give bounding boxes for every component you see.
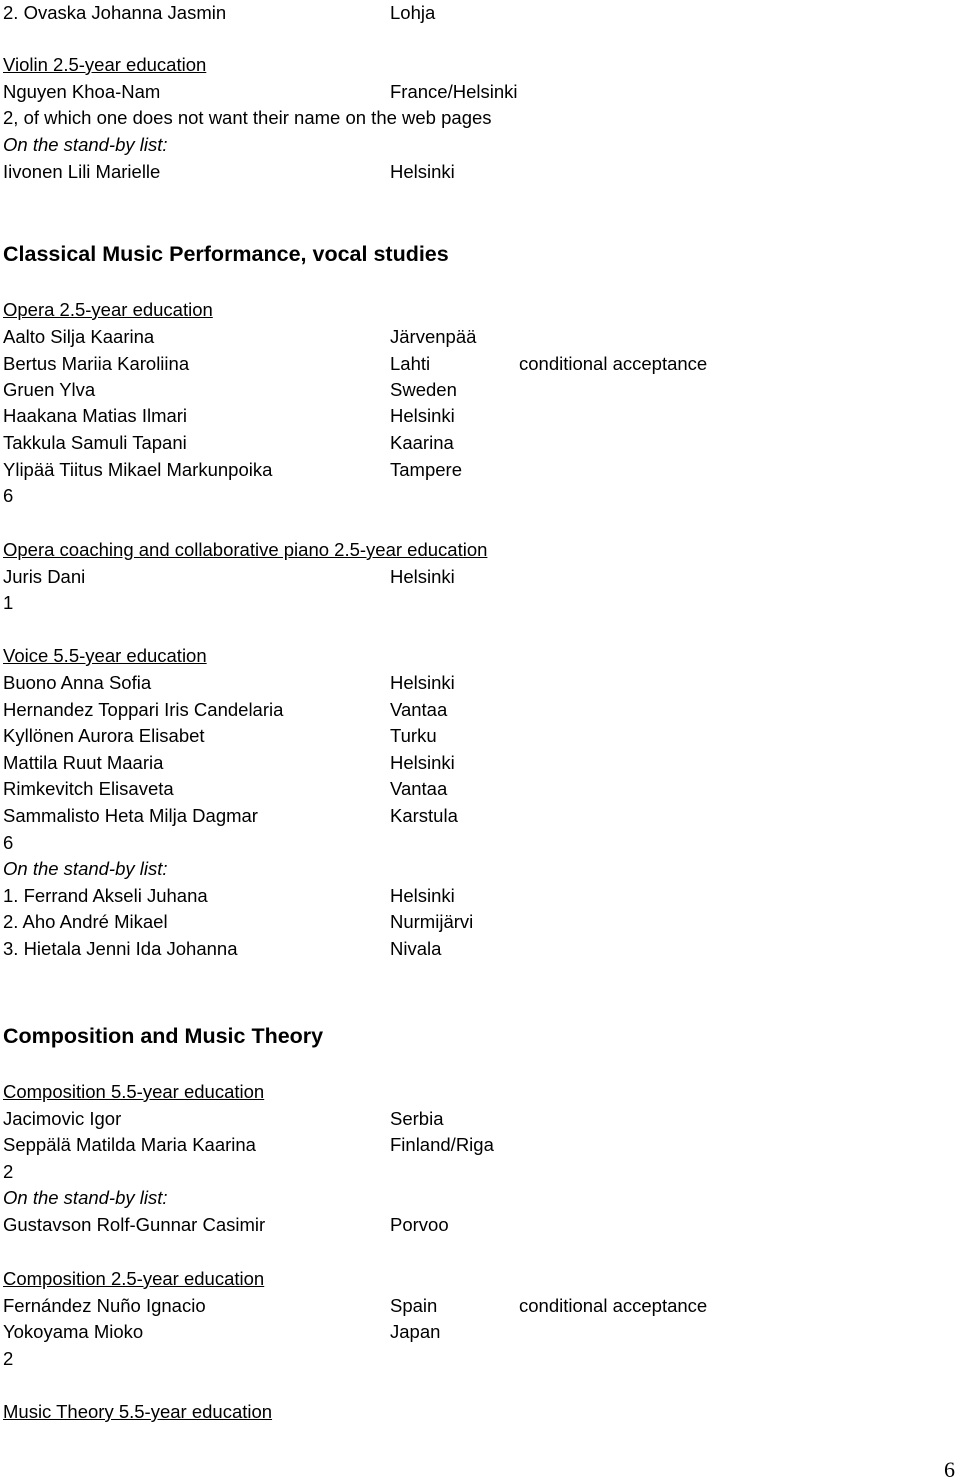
program-heading: Opera 2.5-year education [3, 299, 213, 320]
standby-label: On the stand-by list: [3, 1187, 168, 1208]
count-note: 1 [3, 592, 14, 613]
count-note: 2 [3, 1161, 14, 1182]
student-name: Gustavson Rolf-Gunnar Casimir [3, 1214, 266, 1235]
count-note: 2, of which one does not want their name on the web pages [3, 107, 492, 128]
student-hometown: Karstula [390, 805, 458, 826]
student-name: Seppälä Matilda Maria Kaarina [3, 1134, 256, 1155]
student-hometown: Tampere [390, 459, 462, 480]
count-note: 2 [3, 1348, 14, 1369]
student-hometown: Lohja [390, 2, 436, 23]
page-number: 6 [944, 1457, 955, 1482]
student-name: Nguyen Khoa-Nam [3, 81, 161, 102]
section-heading: Classical Music Performance, vocal studies [3, 242, 449, 266]
student-hometown: Vantaa [390, 699, 448, 720]
admission-note: conditional acceptance [519, 353, 708, 374]
student-name: Mattila Ruut Maaria [3, 752, 164, 773]
student-name: 2. Ovaska Johanna Jasmin [3, 2, 227, 23]
student-hometown: Järvenpää [390, 326, 477, 347]
student-name: 2. Aho André Mikael [3, 911, 168, 932]
student-name: Aalto Silja Kaarina [3, 326, 155, 347]
student-name: Takkula Samuli Tapani [3, 432, 187, 453]
program-heading: Voice 5.5-year education [3, 645, 207, 666]
admission-note: conditional acceptance [519, 1295, 708, 1316]
student-name: Ylipää Tiitus Mikael Markunpoika [3, 459, 273, 480]
student-name: Sammalisto Heta Milja Dagmar [3, 805, 258, 826]
student-hometown: Helsinki [390, 672, 455, 693]
student-hometown: Nivala [390, 938, 442, 959]
student-name: Yokoyama Mioko [3, 1321, 144, 1342]
student-name: Kyllönen Aurora Elisabet [3, 725, 205, 746]
student-name: Iivonen Lili Marielle [3, 161, 161, 182]
student-hometown: Helsinki [390, 161, 455, 182]
student-hometown: Spain [390, 1295, 438, 1316]
student-hometown: Finland/Riga [390, 1134, 494, 1155]
student-hometown: Japan [390, 1321, 441, 1342]
student-name: 3. Hietala Jenni Ida Johanna [3, 938, 238, 959]
count-note: 6 [3, 832, 14, 853]
student-name: Fernández Nuño Ignacio [3, 1295, 206, 1316]
student-name: Buono Anna Sofia [3, 672, 152, 693]
program-heading: Opera coaching and collaborative piano 2.5-year education [3, 539, 488, 560]
standby-label: On the stand-by list: [3, 858, 168, 879]
student-name: Hernandez Toppari Iris Candelaria [3, 699, 284, 720]
student-hometown: Helsinki [390, 885, 455, 906]
student-name: Gruen Ylva [3, 379, 96, 400]
student-name: 1. Ferrand Akseli Juhana [3, 885, 208, 906]
section-heading: Composition and Music Theory [3, 1024, 324, 1048]
standby-label: On the stand-by list: [3, 134, 168, 155]
student-hometown: Sweden [390, 379, 457, 400]
student-name: Jacimovic Igor [3, 1108, 122, 1129]
student-name: Juris Dani [3, 566, 86, 587]
student-hometown: Helsinki [390, 752, 455, 773]
student-name: Rimkevitch Elisaveta [3, 778, 174, 799]
student-hometown: Turku [390, 725, 437, 746]
student-hometown: France/Helsinki [390, 81, 518, 102]
student-hometown: Serbia [390, 1108, 444, 1129]
program-heading: Violin 2.5-year education [3, 54, 207, 75]
student-hometown: Nurmijärvi [390, 911, 474, 932]
program-heading: Composition 5.5-year education [3, 1081, 265, 1102]
student-hometown: Porvoo [390, 1214, 449, 1235]
student-hometown: Helsinki [390, 405, 455, 426]
student-hometown: Vantaa [390, 778, 448, 799]
count-note: 6 [3, 485, 14, 506]
student-hometown: Helsinki [390, 566, 455, 587]
program-heading: Composition 2.5-year education [3, 1268, 265, 1289]
student-name: Bertus Mariia Karoliina [3, 353, 190, 374]
student-hometown: Kaarina [390, 432, 454, 453]
student-name: Haakana Matias Ilmari [3, 405, 188, 426]
program-heading: Music Theory 5.5-year education [3, 1401, 273, 1422]
student-hometown: Lahti [390, 353, 431, 374]
